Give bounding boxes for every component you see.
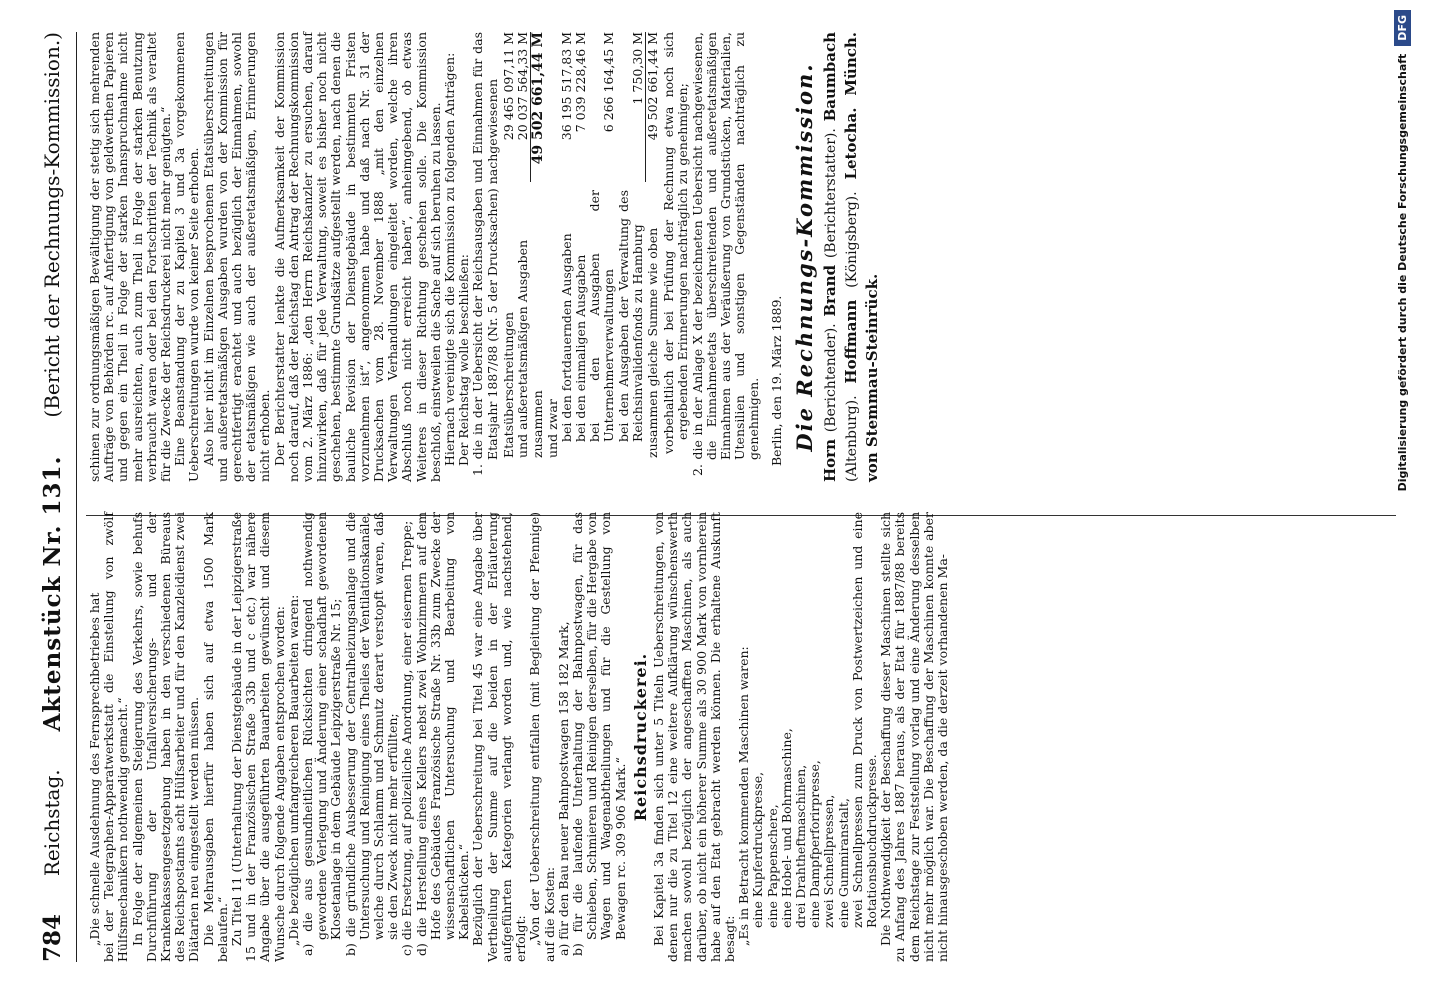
- list-item: b) die gründliche Ausbesserung der Centralheizungsanlage und die Untersuchung und Reinigung eines Theiles der Ventilationskanäle, welche durch Schlamm und Schmutz derart verstopft waren, daß sie den Zweck nicht mehr erfüllten;: [342, 512, 401, 956]
- paragraph: bei der Telegraphen-Apparatwerkstatt die Einstellung von zwölf Hülfsmechanikern nothwendig gemacht.“: [101, 512, 131, 962]
- dfg-logo-icon: DFG: [1394, 10, 1411, 46]
- paragraph: Der Reichstag wolle beschließen:: [456, 254, 472, 466]
- list-item: d) die Herstellung eines Kellers nebst zwei Wohnzimmern auf dem Hofe des Gebäudes Französische Straße Nr. 33b zum Zwecke der wissenschaftlichen Untersuchung und Bearbeitung von Kabelstücken.“: [413, 512, 472, 956]
- list-item: drei Drahtheftmaschinen,: [792, 764, 808, 928]
- list-item: eine Dampfperforirpresse,: [807, 760, 823, 928]
- paragraph: Zu Titel 11 (Unterhaltung der Dienstgebäude in der Leipzigerstraße 15 und in der Französischen Straße 33b und c etc.) war nähere Angabe über die ausgeführten Bauarbeiten gewünscht und diesem Wunsche durch folgende Angaben entsprochen worden:: [229, 512, 287, 962]
- ledger-label: zusammen gleiche Summe wie oben: [644, 227, 660, 458]
- ledger-value: 1 750,30 M: [629, 32, 645, 105]
- signer-name: Horn: [820, 439, 839, 482]
- signer-role: (Altenburg).: [843, 395, 860, 482]
- header-document-number: Aktenstück Nr. 131.: [38, 455, 66, 732]
- header-right-title: (Bericht der Rechnungs-Kommission.): [40, 32, 64, 418]
- ledger-row: [617, 32, 645, 482]
- ledger-label: bei den Ausgaben der Verwaltung des Reichsinvalidenfonds zu Hamburg: [615, 190, 645, 442]
- ledger-label: und außeretatsmäßigen Ausgaben: [515, 239, 531, 458]
- ledger-value: 6 266 164,45 M: [601, 32, 617, 133]
- header-left-title: Reichstag.: [40, 769, 64, 877]
- ledger-label: bei den fortdauernden Ausgaben: [558, 233, 574, 442]
- place-date: Berlin, den 19. März 1889.: [768, 295, 784, 466]
- signer-name: von Stemmau-Steinrück.: [862, 273, 881, 482]
- signer-name: Münch.: [841, 31, 860, 96]
- list-item: eine Hobel- und Bohrmaschine,: [778, 728, 794, 928]
- paragraph: Also hier nicht im Einzelnen besprochenen Etatsüberschreitungen und außeretatsmäßigen Ausgaben wurden von der Kommission für gerechtfertigt erachtet und auch bezüglich der Einnahmen, sowohl der etatsmäßigen wie auch der außeretatsmäßigen, Erinnerungen nicht erhoben.: [200, 32, 273, 482]
- commission-title: Die Rechnungs-Kommission.: [791, 62, 817, 452]
- ledger-row: [502, 32, 516, 482]
- list-item: zwei Schnellpressen zum Druck von Postwertzeichen und eine Rotationsbuchdruckpresse.: [849, 512, 879, 928]
- signer-role: (Berichtender).: [822, 323, 839, 433]
- paragraph: schinen zur ordnungsmäßigen Bewältigung der stetig sich mehrenden Aufträge von Behörden rc. auf Anfertigung von geldwerthen Papieren und gegen ein Theil in Folge der starken Inanspruchnahme nicht mehr ausreichten, auch zum Theil in Folge der starken Benutzung verbraucht waren oder bei den Fortschritten der Technik als veraltet für die Zwecke der Reichsdruckerei nicht mehr genügten.“: [87, 32, 174, 482]
- ledger-label: Etatsüberschreitungen: [500, 312, 516, 458]
- signer-role: (Königsberg).: [843, 191, 860, 288]
- list-item: b) für die laufende Unterhaltung der Bahnpostwagen, für das Schieben, Schmieren und Reinigen derselben, für die Hergabe von Wagen und Wagenabtheilungen und für die Gestellung von Bewagen rc. 309 906 Mark.“: [569, 512, 628, 956]
- ledger-table: [502, 32, 660, 482]
- ledger-value: 20 037 564,33 M: [515, 32, 531, 141]
- ledger-label: und zwar: [544, 399, 560, 458]
- ledger-value: 29 465 097,11 M: [500, 32, 516, 141]
- paragraph: Hiernach vereinigte sich die Kommission zu folgenden Anträgen:: [442, 52, 458, 466]
- list-item: eine Pappenschere,: [764, 804, 780, 928]
- paragraph: „Die bezüglichen umfangreicheren Bauarbeiten waren:: [285, 594, 301, 946]
- ledger-row: [560, 32, 574, 482]
- ledger-label: bei den einmaligen Ausgaben: [572, 254, 588, 442]
- motion-item: 1. die in der Uebersicht der Reichsausgaben und Einnahmen für das Etatsjahr 1887/88 (Nr. 5 der Drucksachen) nachgewiesenen: [470, 32, 500, 476]
- page-header: [28, 32, 77, 962]
- paragraph: Bezüglich der Ueberschreitung bei Titel 45 war eine Angabe über Vertheilung der Summe auf die beiden in der Erläuterung aufgeführten Kategorien verlangt worden und, wie nachstehend, erfolgt:: [470, 512, 529, 962]
- paragraph: Eine Beanstandung der zu Kapitel 3 und 3a vorgekommenen Ueberschreitungen wurde von keiner Seite erhoben.: [172, 32, 202, 482]
- ledger-row: [546, 32, 560, 482]
- ledger-row: [516, 32, 530, 482]
- ledger-row: [574, 32, 588, 482]
- paragraph: vorbehaltlich der bei Prüfung der Rechnung etwa noch sich ergebenden Erinnerungen nachträglich zu genehmigen;: [661, 32, 691, 454]
- right-column: [88, 32, 883, 482]
- paragraph: Die Nothwendigkeit der Beschaffung dieser Maschinen stellte sich zu Anfang des Jahres 1887 heraus, als der Etat für 1887/88 bereits dem Reichstage zur Feststellung vorlag und eine Änderung desselben nicht mehr möglich war. Die Beschaffung der Maschinen konnte aber nicht hinausgeschoben werden, da die derzeit vorhandenen Ma-: [878, 512, 950, 962]
- paragraph: In Folge der allgemeinen Steigerung des Verkehrs, sowie behufs Durchführung der Unfallversicherungs- und der Krankenkassengesetzgebung haben in den verschiedenen Büreaus des Reichspostamts acht Hülfsarbeiter und für den Kanzleidienst zwei Diätarien neu eingestellt werden müssen.: [129, 512, 202, 962]
- motion-item: 2. die in der Anlage X der bezeichneten Uebersicht nachgewiesenen, die Einnahmeetats überschreitenden und außeretatsmäßigen Einnahmen aus der Veräußerung von Grundstücken, Materialien, Utensilien und sonstigen Gegenständen nachträglich zu genehmigen.: [689, 32, 762, 476]
- paragraph: „Es in Betracht kommenden Maschinen waren:: [736, 646, 752, 946]
- list-item: zwei Schnellpressen,: [821, 794, 837, 928]
- signer-role: (Berichterstatter).: [822, 128, 839, 259]
- list-item: eine Gummiranstalt,: [835, 798, 851, 928]
- list-item: a) für den Bau neuer Bahnpostwagen 158 182 Mark,: [555, 621, 571, 956]
- signer-name: Letocha.: [841, 107, 860, 180]
- signatories: [820, 32, 883, 482]
- signer-name: Hoffmann: [841, 299, 860, 384]
- paragraph: „Die schnelle Ausdehnung des Fernsprechbetriebes hat: [87, 592, 102, 946]
- digitization-footer: [1382, 10, 1422, 970]
- paragraph: Der Berichterstatter lenkte die Aufmerksamkeit der Kommission noch darauf, daß der Reichstag den Antrag der Rechnungskommission vom 2. März 1886: „den Herrn Reichskanzler zu ersuchen, darauf hinzuwirken, daß für jede Verwaltung, soweit es bisher noch nicht geschehen, bestimmte Grundsätze aufgestellt werden, nach denen die bauliche Revision der Dienstgebäude in bestimmten Fristen vorzunehmen ist“, angenommen habe und daß nach Nr. 31 der Drucksachen vom 28. November 1888 „mit den einzelnen Verwaltungen Verhandlungen eingeleitet worden, welche ihren Abschluß noch nicht erreicht haben“, anheimgebend, ob etwas Weiteres in dieser Richtung geschehen solle. Die Kommission beschloß, einstweilen die Sache auf sich beruhen zu lassen.: [271, 32, 443, 482]
- ledger-value: 7 039 228,46 M: [572, 32, 588, 133]
- ledger-row: [588, 32, 616, 482]
- ledger-value: 36 195 517,83 M: [558, 32, 574, 141]
- section-heading: Reichsdruckerei.: [630, 652, 650, 822]
- signer-name: Brand: [820, 264, 839, 317]
- list-item: c) die Ersetzung, auf polizeiliche Anordnung, einer eisernen Treppe;: [399, 520, 415, 956]
- signer-name: Baumbach: [820, 32, 839, 122]
- left-column: [88, 512, 950, 962]
- ledger-label: zusammen: [530, 390, 546, 458]
- paragraph: „Von der Ueberschreitung entfallen (mit Begleitung der Pfennige) auf die Kosten:: [527, 512, 557, 962]
- ledger-row: [645, 32, 660, 482]
- ledger-total: 49 502 661,44 M: [530, 32, 545, 182]
- ledger-total: 49 502 661,44 M: [645, 32, 660, 182]
- paragraph: Die Mehrausgaben hierfür haben sich auf etwa 1500 Mark belaufen.“: [200, 512, 230, 962]
- paragraph: Bei Kapitel 3a finden sich unter 5 Titeln Ueberschreitungen, von denen nur die zu Titel 12 eine weitere Aufklärung wünschenswerth machen sowohl bezüglich der angeschafften Maschinen, als auch darüber, ob nicht ein höherer Summe als 30 900 Mark von vornherein habe auf den Etat gebracht werden können. Die erhaltene Auskunft besagt:: [650, 512, 737, 962]
- ledger-row: [530, 32, 545, 482]
- funding-note: Digitalisierung gefördert durch die Deutsche Forschungsgemeinschaft: [1395, 53, 1409, 492]
- ledger-label: bei den Ausgaben der Unternehmerverwaltungen: [587, 190, 617, 442]
- list-item: a) die aus gesundheitlichen Rücksichten dringend nothwendig gewordene Verlegung und Änderung einer schadhaft gewordenen Klosetanlage in dem Gebäude Leipzigerstraße Nr. 15;: [300, 512, 344, 956]
- page-number: 784: [38, 913, 66, 962]
- list-item: eine Kupferdruckpresse,: [750, 771, 766, 928]
